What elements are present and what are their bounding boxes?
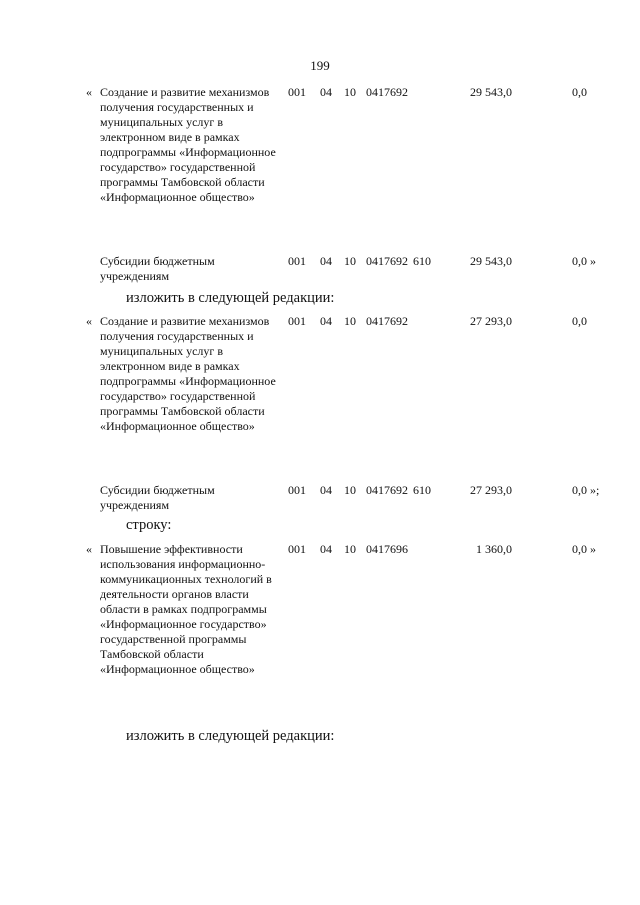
row-amount: 29 543,0 (470, 254, 512, 268)
row-description: Создание и развитие механизмов получения государственных и муниципальных услуг в электронном виде в рамках подпрограммы «Информационное государство» государственной программы Тамбовской области «Информационное общество» (100, 85, 276, 204)
instruction-phrase: изложить в следующей редакции: (126, 728, 335, 744)
code-target: 0417692 (366, 254, 408, 268)
code-subsection: 10 (344, 483, 356, 497)
page-number: 199 (310, 58, 330, 73)
row-description: Повышение эффективности использования информационно-коммуникационных технологий в деятельности органов власти области в рамках подпрограммы «Информационное государство» государственной программы Тамбовской области «Информационное общество» (100, 542, 272, 676)
code-target: 0417692 (366, 483, 408, 497)
code-section: 04 (320, 85, 332, 99)
code-expense-type: 610 (413, 483, 431, 497)
row-percent: 0,0 (572, 85, 587, 99)
code-ministry: 001 (288, 85, 306, 99)
code-expense-type: 610 (413, 254, 431, 268)
code-section: 04 (320, 314, 332, 328)
instruction-phrase: изложить в следующей редакции: (126, 290, 335, 306)
code-ministry: 001 (288, 254, 306, 268)
opening-quote: « (86, 85, 92, 99)
code-section: 04 (320, 254, 332, 268)
row-amount: 1 360,0 (476, 542, 512, 556)
row-amount: 27 293,0 (470, 483, 512, 497)
opening-quote: « (86, 542, 92, 556)
code-target: 0417692 (366, 314, 408, 328)
instruction-phrase: строку: (126, 517, 172, 533)
code-section: 04 (320, 542, 332, 556)
code-subsection: 10 (344, 314, 356, 328)
row-description: Субсидии бюджетным учреждениям (100, 483, 215, 512)
row-percent: 0,0 »; (572, 483, 600, 497)
code-section: 04 (320, 483, 332, 497)
code-subsection: 10 (344, 542, 356, 556)
code-subsection: 10 (344, 85, 356, 99)
row-amount: 29 543,0 (470, 85, 512, 99)
row-description: Создание и развитие механизмов получения государственных и муниципальных услуг в электронном виде в рамках подпрограммы «Информационное государство» государственной программы Тамбовской области «Информационное общество» (100, 314, 276, 433)
opening-quote: « (86, 314, 92, 328)
row-percent: 0,0 (572, 314, 587, 328)
code-ministry: 001 (288, 314, 306, 328)
code-target: 0417696 (366, 542, 408, 556)
row-percent: 0,0 » (572, 542, 596, 556)
code-target: 0417692 (366, 85, 408, 99)
code-subsection: 10 (344, 254, 356, 268)
code-ministry: 001 (288, 542, 306, 556)
row-percent: 0,0 » (572, 254, 596, 268)
row-amount: 27 293,0 (470, 314, 512, 328)
row-description: Субсидии бюджетным учреждениям (100, 254, 215, 283)
code-ministry: 001 (288, 483, 306, 497)
